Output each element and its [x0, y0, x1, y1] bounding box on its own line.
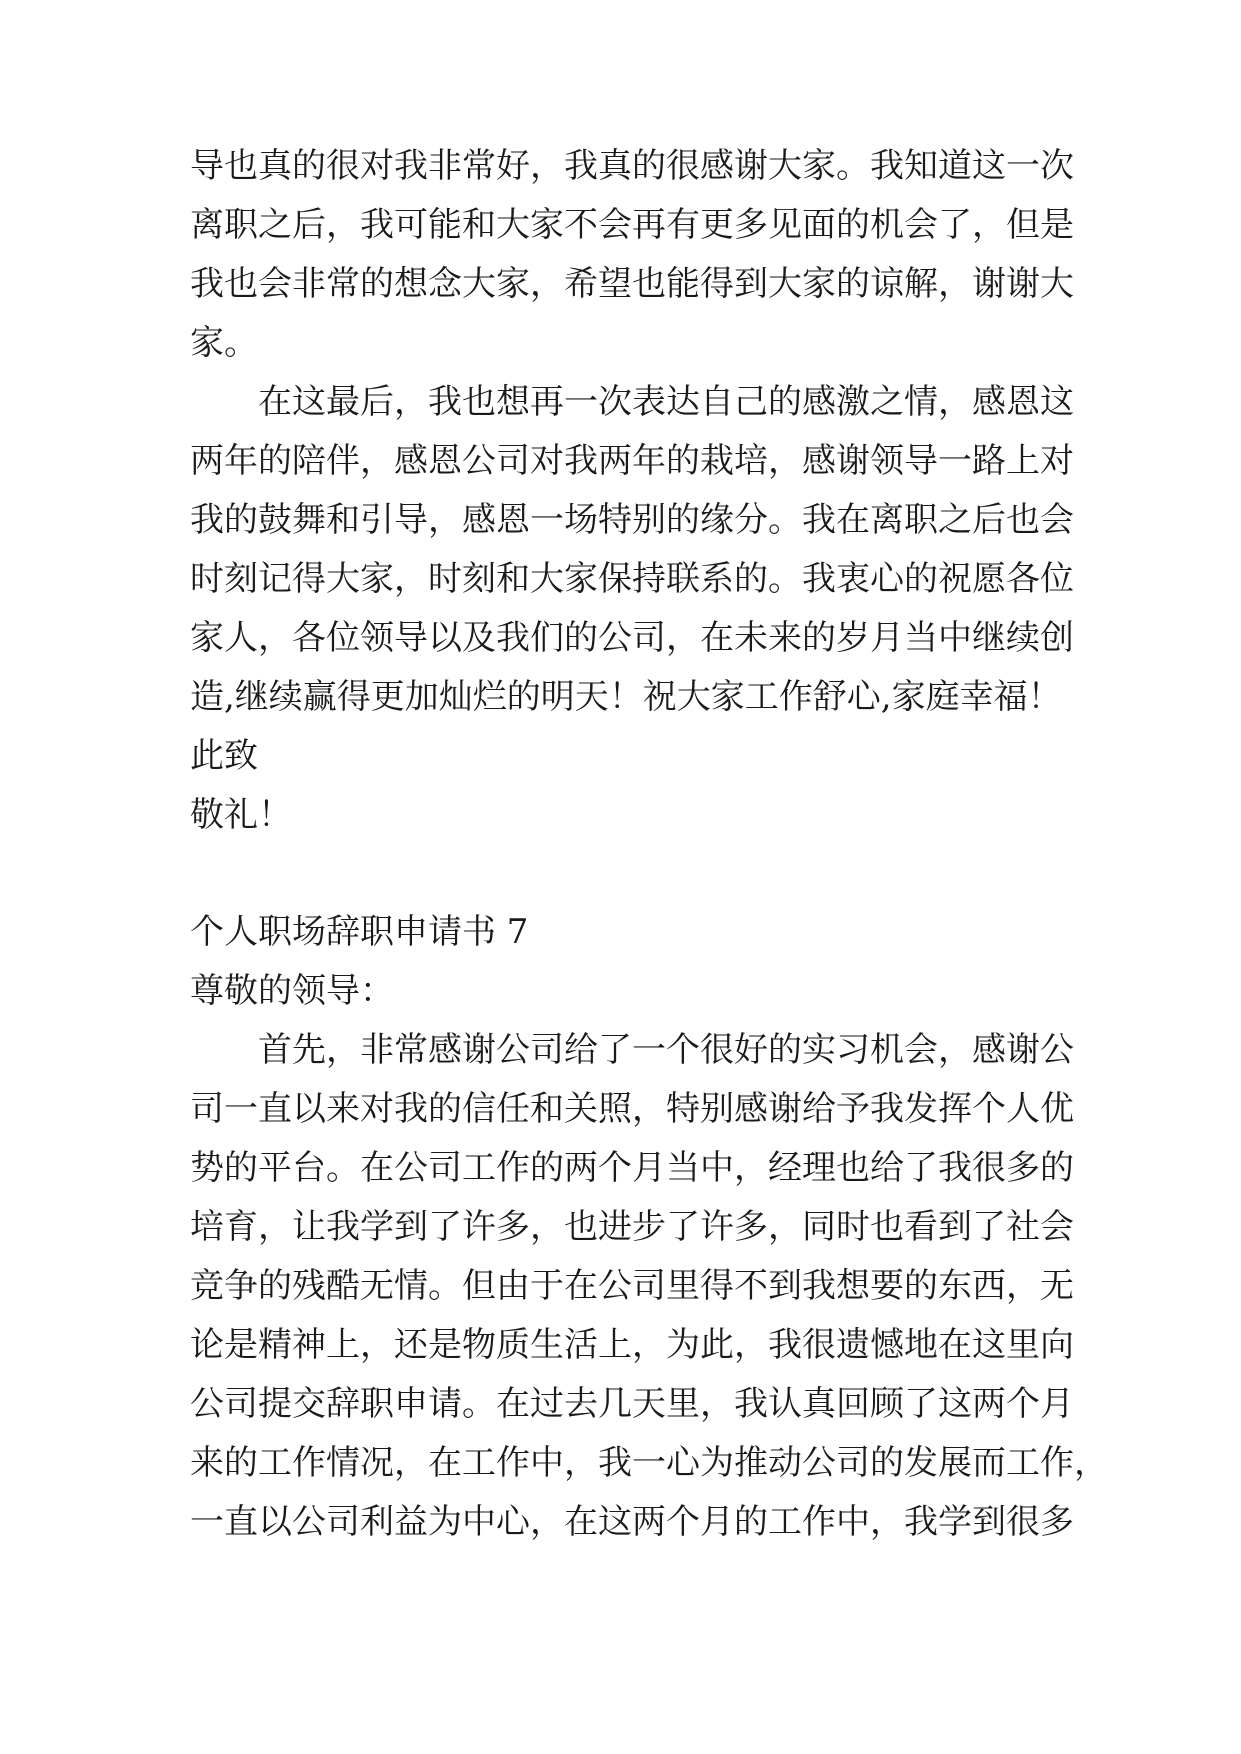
body-text-line: 家。 [190, 323, 258, 363]
body-text-line: 司一直以来对我的信任和关照，特别感谢给予我发挥个人优 [190, 1089, 1074, 1129]
body-text-line: 家人，各位领导以及我们的公司，在未来的岁月当中继续创 [190, 618, 1074, 658]
body-text-line: 造,继续赢得更加灿烂的明天！祝大家工作舒心,家庭幸福！ [190, 677, 1062, 717]
body-text-line: 论是精神上，还是物质生活上，为此，我很遗憾地在这里向 [190, 1325, 1074, 1365]
closing-salutation: 此致 [190, 736, 258, 776]
body-text-line: 公司提交辞职申请。在过去几天里，我认真回顾了这两个月 [190, 1384, 1074, 1424]
body-text-line: 培育，让我学到了许多，也进步了许多，同时也看到了社会 [190, 1207, 1074, 1247]
body-text-line: 一直以公司利益为中心，在这两个月的工作中，我学到很多 [190, 1502, 1074, 1542]
body-text-line: 离职之后，我可能和大家不会再有更多见面的机会了，但是 [190, 205, 1074, 245]
body-text-line: 首先，非常感谢公司给了一个很好的实习机会，感谢公 [258, 1030, 1074, 1070]
greeting: 尊敬的领导： [190, 971, 394, 1011]
body-text-line: 来的工作情况，在工作中，我一心为推动公司的发展而工作， [190, 1443, 1108, 1483]
body-text-line: 竞争的残酷无情。但由于在公司里得不到我想要的东西，无 [190, 1266, 1074, 1306]
body-text-line: 在这最后，我也想再一次表达自己的感激之情，感恩这 [258, 382, 1074, 422]
body-text-line: 我的鼓舞和引导，感恩一场特别的缘分。我在离职之后也会 [190, 500, 1074, 540]
body-text-line: 势的平台。在公司工作的两个月当中，经理也给了我很多的 [190, 1148, 1074, 1188]
body-text-line: 两年的陪伴，感恩公司对我两年的栽培，感谢领导一路上对 [190, 441, 1074, 481]
body-text-line: 时刻记得大家，时刻和大家保持联系的。我衷心的祝愿各位 [190, 559, 1074, 599]
body-text-line: 我也会非常的想念大家，希望也能得到大家的谅解，谢谢大 [190, 264, 1074, 304]
section-title: 个人职场辞职申请书 7 [190, 912, 529, 952]
closing-regards: 敬礼！ [190, 795, 292, 835]
body-text-line: 导也真的很对我非常好，我真的很感谢大家。我知道这一次 [190, 146, 1074, 186]
